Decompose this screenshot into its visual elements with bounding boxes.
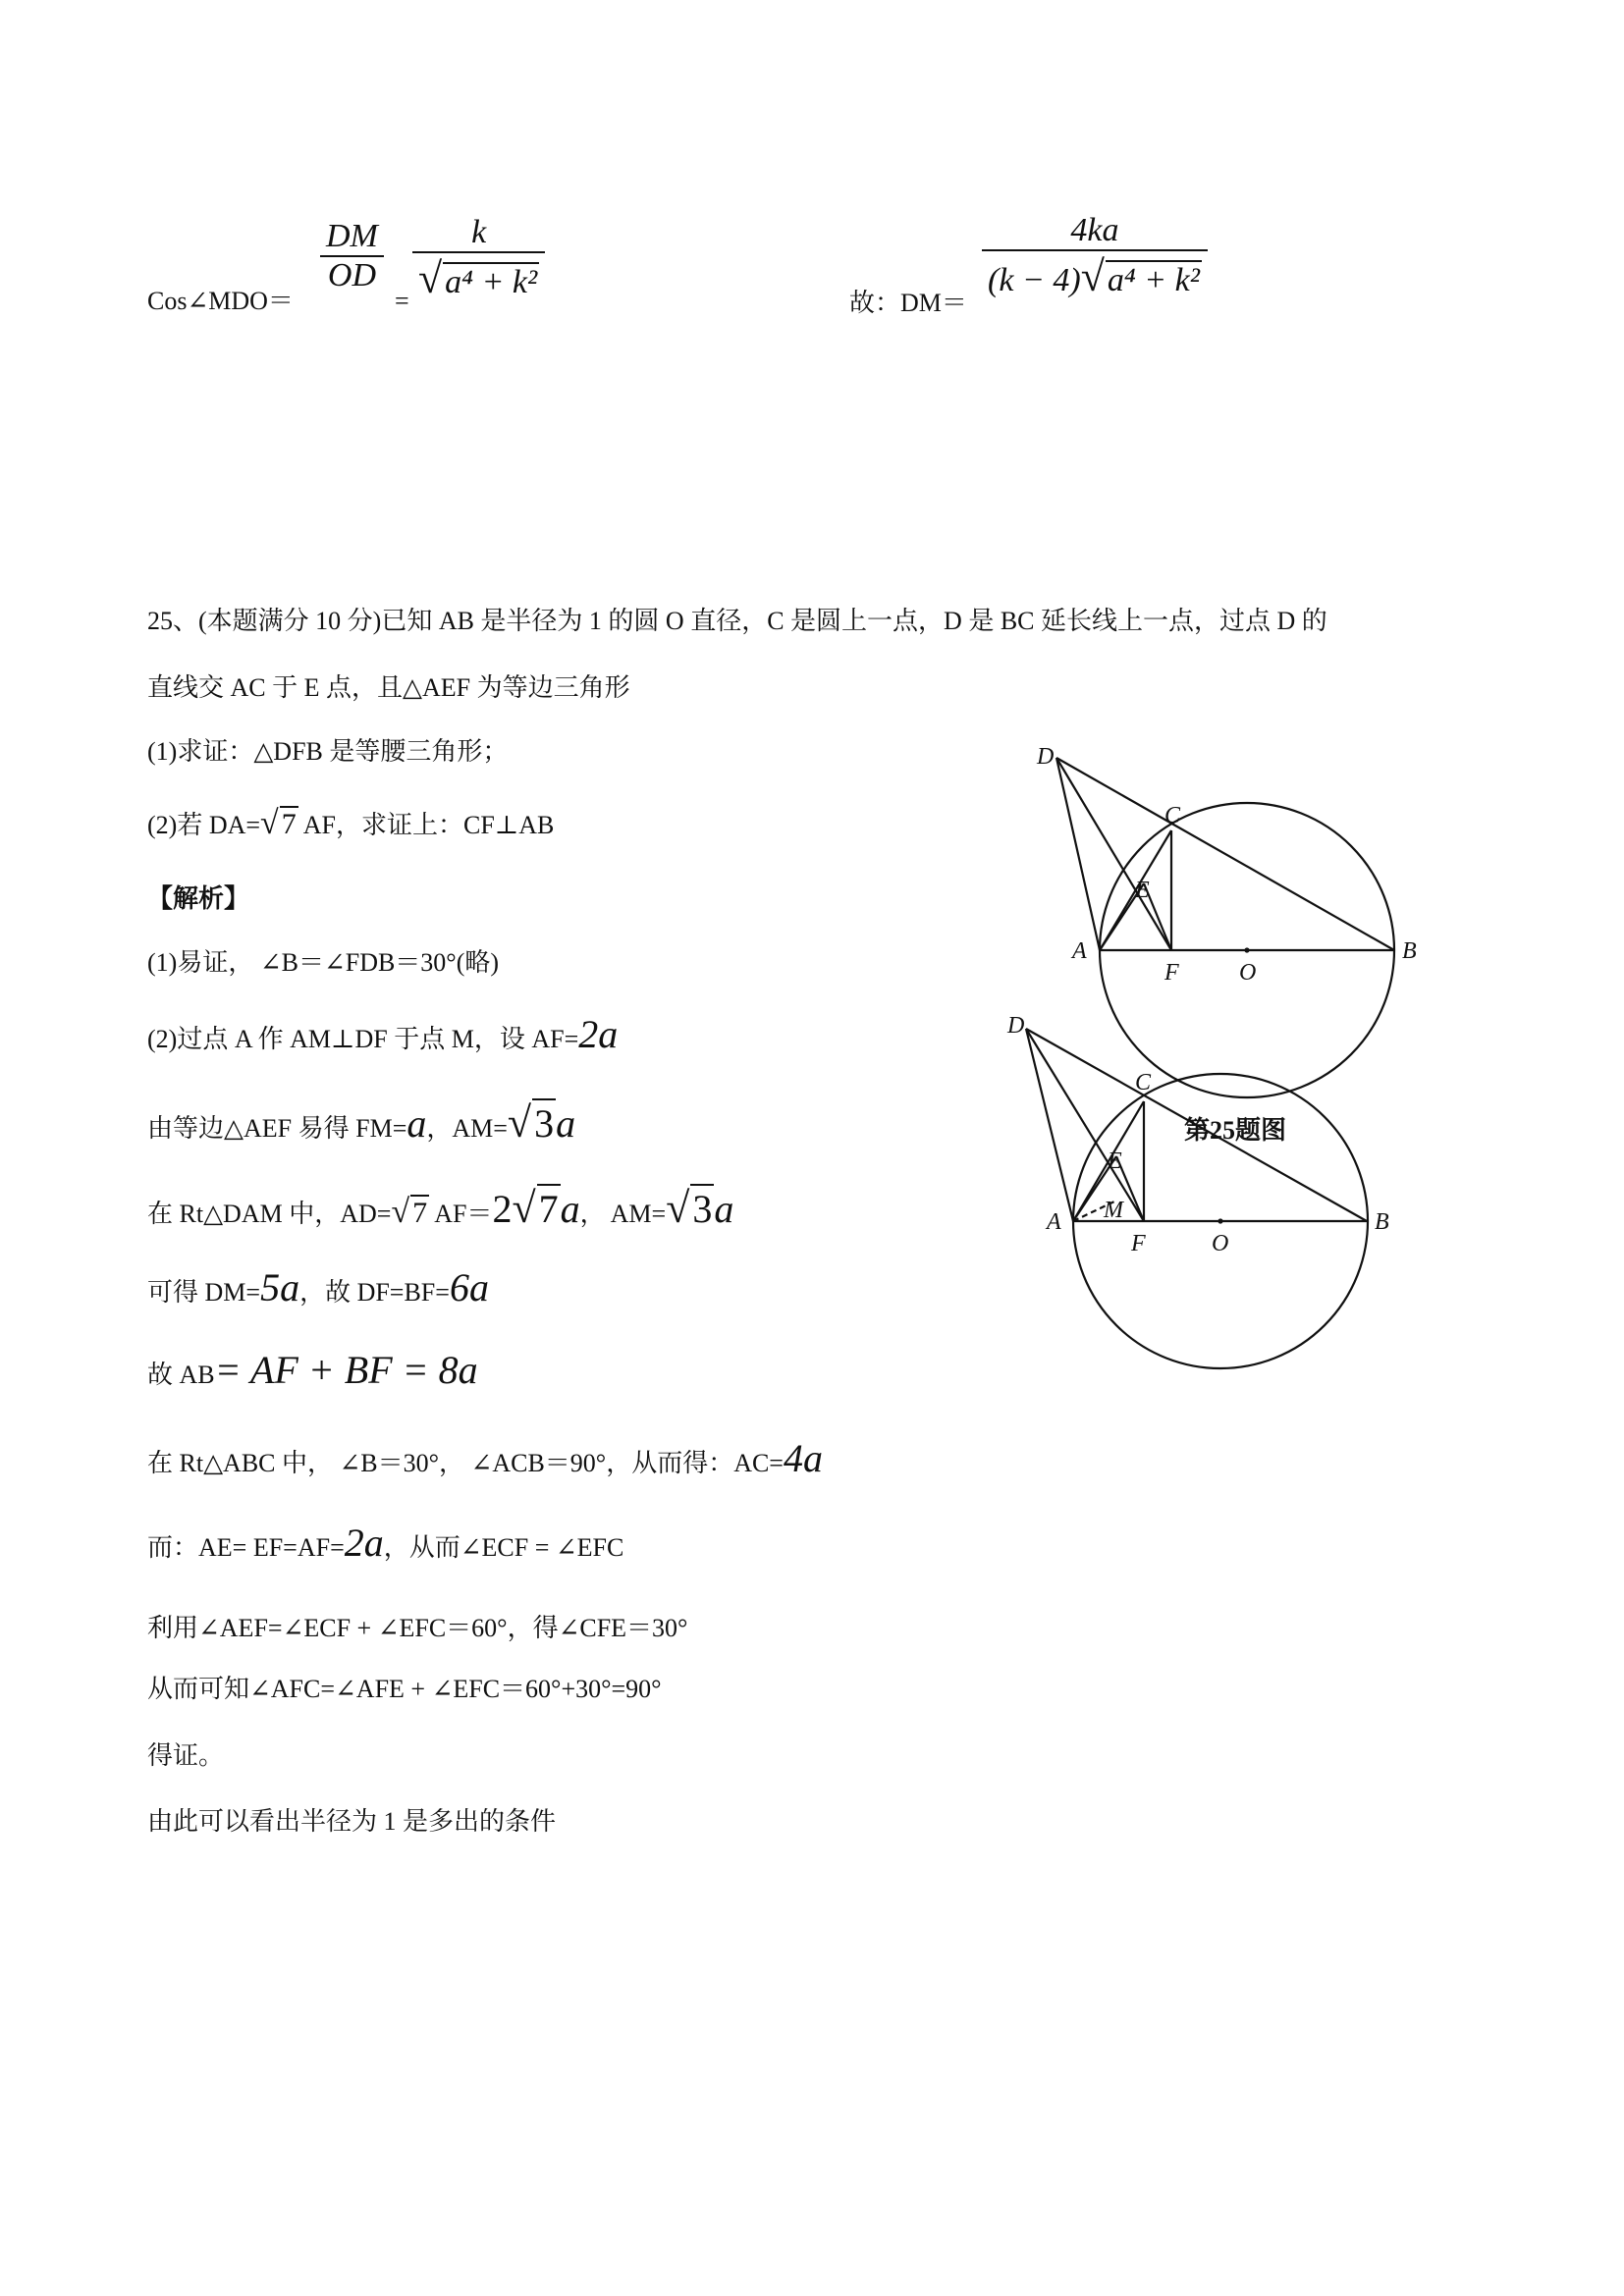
solution-line-9: 利用∠AEF=∠ECF + ∠EFC＝60°，得∠CFE＝30° [147, 1614, 688, 1642]
s4-radicand-3: 3 [690, 1184, 714, 1232]
segment-df-1 [1056, 758, 1171, 950]
s4-tail: a [560, 1187, 580, 1231]
question-1: (1)求证：△DFB 是等腰三角形； [147, 737, 509, 766]
s3-radicand: 3 [532, 1098, 556, 1147]
solution-line-8 [147, 1520, 623, 1566]
solution-line-2 [147, 1011, 618, 1057]
fraction-denominator [982, 251, 1208, 301]
label-o-2: O [1212, 1231, 1229, 1256]
solution-line-7 [147, 1435, 823, 1481]
gu-label: 故：DM＝ [849, 289, 967, 317]
fraction-k-sqrt [412, 214, 545, 303]
s2-prefix: (2)过点 A 作 AM⊥DF 于点 M，设 AF= [147, 1025, 579, 1053]
radical-sign-icon: √ [507, 1098, 532, 1147]
q2-prefix: (2)若 DA= [147, 811, 261, 839]
figure-1 [1056, 758, 1394, 1097]
s4-radicand-2: 7 [537, 1184, 561, 1232]
fraction-denominator [412, 253, 545, 303]
label-c-2: C [1135, 1070, 1152, 1095]
q2-radicand: 7 [281, 808, 297, 840]
radical-sign-icon: √ [260, 805, 279, 841]
fraction-dm-od [320, 218, 384, 294]
solution-line-10: 从而可知∠AFC=∠AFE + ∠EFC＝60°+30°=90° [147, 1675, 662, 1703]
solution-line-5 [147, 1264, 489, 1310]
s5-mid: ，故 DF=BF= [299, 1278, 450, 1307]
s2-value: 2a [578, 1012, 619, 1056]
s8-suffix: ，从而∠ECF = ∠EFC [383, 1533, 624, 1562]
segment-db-1 [1056, 758, 1394, 950]
radicand: a⁴ + k² [445, 264, 538, 300]
fraction-numerator: k [412, 214, 545, 253]
radical-sign-icon: √ [512, 1184, 536, 1232]
q2-suffix: AF，求证上：CF⊥AB [298, 811, 555, 839]
label-e-1: E [1135, 878, 1150, 903]
s4-prefix: 在 Rt△DAM 中，AD= [147, 1200, 392, 1228]
fraction-4ka [982, 212, 1208, 301]
label-o-1: O [1239, 960, 1257, 986]
solution-line-3 [147, 1097, 575, 1148]
s7-prefix: 在 Rt△ABC 中， ∠B＝30°， ∠ACB＝90°，从而得：AC= [147, 1449, 784, 1477]
s5-value: 5a [260, 1265, 300, 1309]
jiexi-heading: 【解析】 [147, 884, 250, 913]
radical-sign-icon: √ [391, 1194, 410, 1230]
label-b-1: B [1402, 938, 1417, 964]
s5-prefix: 可得 DM= [147, 1278, 261, 1307]
s6-prefix: 故 AB [147, 1361, 215, 1389]
label-m-2: M [1104, 1198, 1123, 1223]
segment-da-1 [1056, 758, 1100, 950]
label-d-2: D [1007, 1013, 1025, 1039]
fraction-denominator: OD [327, 257, 376, 294]
s4-coef: 2 [492, 1187, 513, 1231]
s4-radicand: 7 [412, 1197, 428, 1229]
center-o-dot-1 [1246, 949, 1249, 952]
s3-mid: ，AM= [426, 1114, 508, 1143]
center-o-dot-2 [1219, 1220, 1222, 1223]
segment-da-2 [1026, 1029, 1073, 1221]
radicand: a⁴ + k² [1107, 262, 1200, 298]
label-f-2: F [1131, 1231, 1146, 1256]
s4-mid: AF＝ [429, 1200, 493, 1228]
s4-mid2: ， AM= [579, 1200, 667, 1228]
cos-label: Cos∠MDO＝ [147, 287, 294, 315]
radical-sign-icon: √ [666, 1184, 690, 1232]
figure-caption: 第25题图 [1184, 1116, 1287, 1145]
solution-line-12: 由此可以看出半径为 1 是多出的条件 [147, 1807, 557, 1836]
question-2 [147, 805, 554, 842]
fraction-numerator: 4ka [982, 212, 1208, 251]
label-a-2: A [1047, 1209, 1061, 1235]
s7-value: 4a [783, 1436, 823, 1480]
s4-tail2: a [714, 1187, 734, 1231]
s6-expression: = AF + BF = 8a [214, 1348, 478, 1392]
fraction-numerator: DM [320, 218, 384, 257]
problem-line-2: 直线交 AC 于 E 点，且△AEF 为等边三角形 [147, 673, 630, 702]
solution-line-6 [147, 1347, 478, 1393]
solution-line-1: (1)易证， ∠B＝∠FDB＝30°(略) [147, 948, 500, 977]
s8-value: 2a [344, 1521, 384, 1565]
denominator-prefix: (k − 4) [988, 262, 1081, 298]
s3-prefix: 由等边△AEF 易得 FM= [147, 1114, 407, 1143]
problem-line-1: 25、(本题满分 10 分)已知 AB 是半径为 1 的圆 O 直径，C 是圆上一点，D 是 BC 延长线上一点，过点 D 的 [147, 607, 1327, 635]
geometry-figure [992, 736, 1443, 1384]
label-a-1: A [1072, 938, 1087, 964]
label-c-1: C [1164, 803, 1181, 828]
radical-sign-icon: √ [418, 254, 443, 302]
label-b-2: B [1375, 1209, 1389, 1235]
label-e-2: E [1108, 1148, 1122, 1174]
s3-value: a [406, 1101, 427, 1146]
s8-prefix: 而：AE= EF=AF= [147, 1533, 345, 1562]
solution-line-11: 得证。 [147, 1741, 225, 1770]
solution-line-4 [147, 1183, 733, 1233]
label-f-1: F [1164, 960, 1179, 986]
equals-sign: = [395, 287, 409, 315]
label-d-1: D [1037, 744, 1055, 770]
segment-df-2 [1026, 1029, 1144, 1221]
s5-value-2: 6a [449, 1265, 489, 1309]
radical-sign-icon: √ [1080, 252, 1105, 300]
s3-tail: a [556, 1101, 576, 1146]
